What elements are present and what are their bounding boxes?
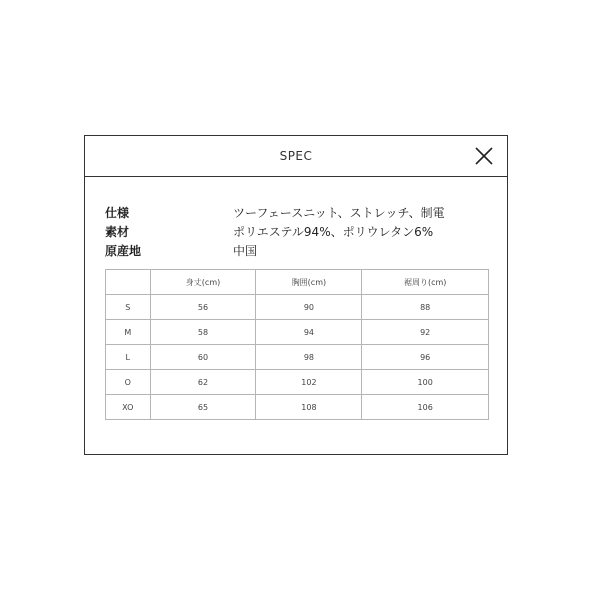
table-cell-size: S [106,295,151,320]
table-cell: 98 [256,345,362,370]
table-row [106,345,489,370]
table-header-cell: 裾周り(cm) [362,270,489,295]
spec-row-spec [105,204,485,223]
table-row [106,320,489,345]
table-cell: 94 [256,320,362,345]
table-cell-size: L [106,345,151,370]
table-cell: 88 [362,295,489,320]
table-cell: 90 [256,295,362,320]
spec-list [105,204,485,261]
table-cell-size: M [106,320,151,345]
table-cell: 102 [256,370,362,395]
spec-label: 素材 [105,225,130,239]
table-cell: 92 [362,320,489,345]
close-button[interactable] [473,145,495,167]
spec-row-material [105,223,485,242]
table-cell: 96 [362,345,489,370]
table-cell: 100 [362,370,489,395]
table-row [106,295,489,320]
spec-value: 中国 [233,244,258,258]
table-cell: 65 [150,395,256,420]
table-cell: 106 [362,395,489,420]
table-cell: 58 [150,320,256,345]
table-cell: 60 [150,345,256,370]
table-row [106,395,489,420]
table-cell: 56 [150,295,256,320]
table-cell-size: XO [106,395,151,420]
table-cell: 62 [150,370,256,395]
modal-title: SPEC [279,149,313,163]
spec-value: ツーフェースニット、ストレッチ、制電 [233,206,445,220]
table-cell: 108 [256,395,362,420]
table-header-cell: 身丈(cm) [150,270,256,295]
spec-modal [84,135,508,455]
close-icon [473,145,495,167]
table-row [106,370,489,395]
table-cell-size: O [106,370,151,395]
table-header-cell [106,270,151,295]
spec-value: ポリエステル94%、ポリウレタン6% [233,225,434,239]
modal-header [85,136,507,177]
table-header-cell: 胸囲(cm) [256,270,362,295]
spec-label: 原産地 [105,244,142,258]
size-table [105,269,489,420]
spec-row-origin [105,242,485,261]
spec-label: 仕様 [105,206,130,220]
table-header-row [106,270,489,295]
